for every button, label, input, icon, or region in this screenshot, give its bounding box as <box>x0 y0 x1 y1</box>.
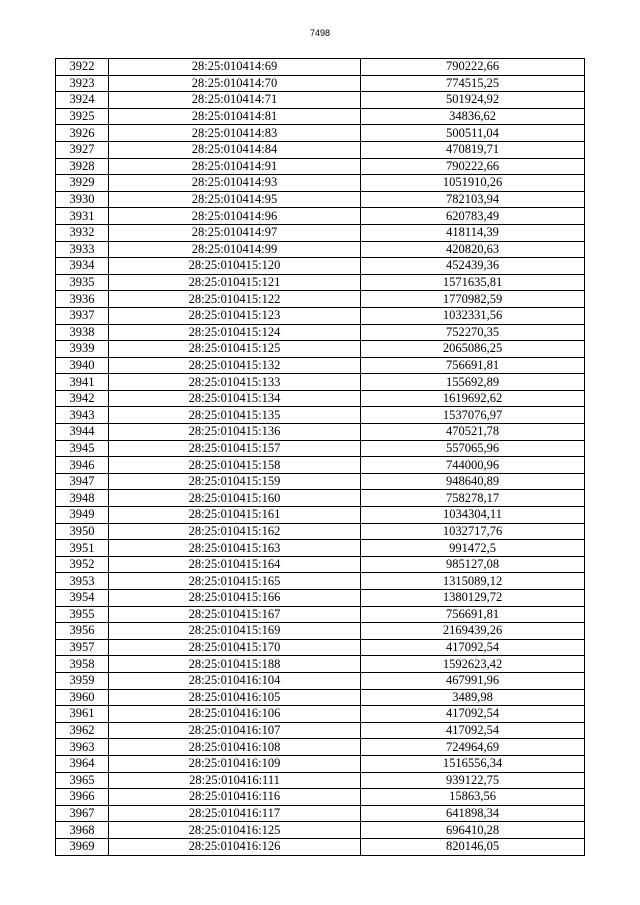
row-number-cell: 3935 <box>56 274 109 291</box>
cadastral-number-cell: 28:25:010415:123 <box>109 307 361 324</box>
cadastral-number-cell: 28:25:010414:70 <box>109 75 361 92</box>
cadastral-value-cell: 790222,66 <box>361 59 585 76</box>
cadastral-value-cell: 418114,39 <box>361 224 585 241</box>
cadastral-value-cell: 417092,54 <box>361 639 585 656</box>
table-row <box>56 374 585 391</box>
row-number-cell: 3930 <box>56 191 109 208</box>
cadastral-value-cell: 1032331,56 <box>361 307 585 324</box>
table-row <box>56 141 585 158</box>
cadastral-number-cell: 28:25:010415:157 <box>109 440 361 457</box>
table-row <box>56 722 585 739</box>
cadastral-number-cell: 28:25:010415:159 <box>109 473 361 490</box>
table-row <box>56 490 585 507</box>
row-number-cell: 3945 <box>56 440 109 457</box>
cadastral-value-cell: 752270,35 <box>361 324 585 341</box>
row-number-cell: 3934 <box>56 258 109 275</box>
row-number-cell: 3966 <box>56 789 109 806</box>
cadastral-number-cell: 28:25:010414:83 <box>109 125 361 142</box>
row-number-cell: 3940 <box>56 357 109 374</box>
row-number-cell: 3947 <box>56 473 109 490</box>
cadastral-number-cell: 28:25:010415:135 <box>109 407 361 424</box>
table-row <box>56 241 585 258</box>
table-body <box>56 59 585 856</box>
row-number-cell: 3936 <box>56 291 109 308</box>
row-number-cell: 3957 <box>56 639 109 656</box>
table-row <box>56 805 585 822</box>
cadastral-value-cell: 1034304,11 <box>361 507 585 524</box>
cadastral-number-cell: 28:25:010415:165 <box>109 573 361 590</box>
cadastral-value-cell: 724964,69 <box>361 739 585 756</box>
table-row <box>56 623 585 640</box>
row-number-cell: 3937 <box>56 307 109 324</box>
row-number-cell: 3962 <box>56 722 109 739</box>
row-number-cell: 3952 <box>56 556 109 573</box>
cadastral-value-cell: 467991,96 <box>361 672 585 689</box>
cadastral-number-cell: 28:25:010414:97 <box>109 224 361 241</box>
cadastral-value-cell: 1571635,81 <box>361 274 585 291</box>
row-number-cell: 3960 <box>56 689 109 706</box>
row-number-cell: 3949 <box>56 507 109 524</box>
cadastral-value-cell: 155692,89 <box>361 374 585 391</box>
cadastral-number-cell: 28:25:010416:126 <box>109 838 361 855</box>
cadastral-number-cell: 28:25:010415:122 <box>109 291 361 308</box>
row-number-cell: 3938 <box>56 324 109 341</box>
cadastral-value-cell: 417092,54 <box>361 722 585 739</box>
cadastral-value-cell: 501924,92 <box>361 92 585 109</box>
table-row <box>56 324 585 341</box>
row-number-cell: 3969 <box>56 838 109 855</box>
cadastral-number-cell: 28:25:010415:163 <box>109 540 361 557</box>
table-row <box>56 158 585 175</box>
row-number-cell: 3961 <box>56 706 109 723</box>
table-row <box>56 457 585 474</box>
table-row <box>56 838 585 855</box>
cadastral-value-cell: 820146,05 <box>361 838 585 855</box>
row-number-cell: 3965 <box>56 772 109 789</box>
row-number-cell: 3968 <box>56 822 109 839</box>
cadastral-number-cell: 28:25:010415:158 <box>109 457 361 474</box>
table-row <box>56 656 585 673</box>
cadastral-number-cell: 28:25:010415:167 <box>109 606 361 623</box>
row-number-cell: 3931 <box>56 208 109 225</box>
table-row <box>56 307 585 324</box>
cadastral-value-cell: 696410,28 <box>361 822 585 839</box>
cadastral-value-cell: 452439,36 <box>361 258 585 275</box>
cadastral-number-cell: 28:25:010415:164 <box>109 556 361 573</box>
cadastral-value-table <box>55 58 585 856</box>
table-row <box>56 556 585 573</box>
cadastral-number-cell: 28:25:010415:125 <box>109 341 361 358</box>
table-row <box>56 341 585 358</box>
table-row <box>56 639 585 656</box>
table-row <box>56 92 585 109</box>
cadastral-number-cell: 28:25:010414:69 <box>109 59 361 76</box>
cadastral-number-cell: 28:25:010416:109 <box>109 755 361 772</box>
table-row <box>56 291 585 308</box>
row-number-cell: 3967 <box>56 805 109 822</box>
row-number-cell: 3953 <box>56 573 109 590</box>
table-row <box>56 689 585 706</box>
cadastral-number-cell: 28:25:010414:95 <box>109 191 361 208</box>
cadastral-value-cell: 1051910,26 <box>361 175 585 192</box>
cadastral-number-cell: 28:25:010414:84 <box>109 141 361 158</box>
page-number: 7498 <box>309 28 331 38</box>
cadastral-value-cell: 756691,81 <box>361 357 585 374</box>
row-number-cell: 3963 <box>56 739 109 756</box>
cadastral-number-cell: 28:25:010416:104 <box>109 672 361 689</box>
table-row <box>56 407 585 424</box>
cadastral-number-cell: 28:25:010416:105 <box>109 689 361 706</box>
row-number-cell: 3932 <box>56 224 109 241</box>
cadastral-value-cell: 1619692,62 <box>361 390 585 407</box>
cadastral-number-cell: 28:25:010415:166 <box>109 590 361 607</box>
cadastral-value-cell: 2065086,25 <box>361 341 585 358</box>
cadastral-number-cell: 28:25:010415:169 <box>109 623 361 640</box>
cadastral-number-cell: 28:25:010416:117 <box>109 805 361 822</box>
cadastral-value-cell: 15863,56 <box>361 789 585 806</box>
table-row <box>56 175 585 192</box>
table-row <box>56 125 585 142</box>
row-number-cell: 3954 <box>56 590 109 607</box>
cadastral-value-cell: 948640,89 <box>361 473 585 490</box>
cadastral-value-cell: 790222,66 <box>361 158 585 175</box>
cadastral-value-cell: 641898,34 <box>361 805 585 822</box>
row-number-cell: 3951 <box>56 540 109 557</box>
cadastral-value-cell: 2169439,26 <box>361 623 585 640</box>
cadastral-number-cell: 28:25:010415:160 <box>109 490 361 507</box>
cadastral-value-cell: 1380129,72 <box>361 590 585 607</box>
table-row <box>56 606 585 623</box>
cadastral-number-cell: 28:25:010415:136 <box>109 424 361 441</box>
row-number-cell: 3958 <box>56 656 109 673</box>
table-row <box>56 75 585 92</box>
table-row <box>56 108 585 125</box>
cadastral-number-cell: 28:25:010415:121 <box>109 274 361 291</box>
row-number-cell: 3942 <box>56 390 109 407</box>
row-number-cell: 3944 <box>56 424 109 441</box>
table-row <box>56 390 585 407</box>
row-number-cell: 3933 <box>56 241 109 258</box>
cadastral-number-cell: 28:25:010415:162 <box>109 523 361 540</box>
row-number-cell: 3928 <box>56 158 109 175</box>
table-row <box>56 274 585 291</box>
cadastral-number-cell: 28:25:010416:125 <box>109 822 361 839</box>
cadastral-number-cell: 28:25:010416:107 <box>109 722 361 739</box>
cadastral-value-cell: 470521,78 <box>361 424 585 441</box>
cadastral-number-cell: 28:25:010414:91 <box>109 158 361 175</box>
cadastral-number-cell: 28:25:010415:170 <box>109 639 361 656</box>
row-number-cell: 3925 <box>56 108 109 125</box>
cadastral-value-cell: 782103,94 <box>361 191 585 208</box>
table-row <box>56 208 585 225</box>
cadastral-value-cell: 34836,62 <box>361 108 585 125</box>
table-row <box>56 772 585 789</box>
table-row <box>56 573 585 590</box>
table-row <box>56 755 585 772</box>
row-number-cell: 3941 <box>56 374 109 391</box>
table-row <box>56 424 585 441</box>
row-number-cell: 3926 <box>56 125 109 142</box>
cadastral-value-cell: 991472,5 <box>361 540 585 557</box>
table-row <box>56 590 585 607</box>
cadastral-value-cell: 756691,81 <box>361 606 585 623</box>
cadastral-value-cell: 620783,49 <box>361 208 585 225</box>
cadastral-value-cell: 3489,98 <box>361 689 585 706</box>
table-row <box>56 789 585 806</box>
row-number-cell: 3924 <box>56 92 109 109</box>
table-row <box>56 739 585 756</box>
row-number-cell: 3964 <box>56 755 109 772</box>
row-number-cell: 3959 <box>56 672 109 689</box>
cadastral-value-cell: 1516556,34 <box>361 755 585 772</box>
cadastral-value-cell: 1537076,97 <box>361 407 585 424</box>
table-row <box>56 540 585 557</box>
table-row <box>56 672 585 689</box>
cadastral-number-cell: 28:25:010415:188 <box>109 656 361 673</box>
cadastral-number-cell: 28:25:010414:93 <box>109 175 361 192</box>
cadastral-value-cell: 557065,96 <box>361 440 585 457</box>
table-row <box>56 822 585 839</box>
table-row <box>56 706 585 723</box>
cadastral-value-cell: 500511,04 <box>361 125 585 142</box>
cadastral-number-cell: 28:25:010416:116 <box>109 789 361 806</box>
cadastral-value-cell: 744000,96 <box>361 457 585 474</box>
row-number-cell: 3950 <box>56 523 109 540</box>
row-number-cell: 3943 <box>56 407 109 424</box>
cadastral-value-cell: 417092,54 <box>361 706 585 723</box>
cadastral-value-cell: 774515,25 <box>361 75 585 92</box>
cadastral-value-cell: 939122,75 <box>361 772 585 789</box>
cadastral-value-cell: 1592623,42 <box>361 656 585 673</box>
row-number-cell: 3929 <box>56 175 109 192</box>
cadastral-value-cell: 1032717,76 <box>361 523 585 540</box>
cadastral-value-cell: 1315089,12 <box>361 573 585 590</box>
cadastral-number-cell: 28:25:010415:124 <box>109 324 361 341</box>
table-row <box>56 473 585 490</box>
row-number-cell: 3927 <box>56 141 109 158</box>
cadastral-value-cell: 470819,71 <box>361 141 585 158</box>
cadastral-number-cell: 28:25:010414:71 <box>109 92 361 109</box>
row-number-cell: 3923 <box>56 75 109 92</box>
cadastral-number-cell: 28:25:010415:133 <box>109 374 361 391</box>
table-row <box>56 440 585 457</box>
table-row <box>56 258 585 275</box>
cadastral-number-cell: 28:25:010415:132 <box>109 357 361 374</box>
row-number-cell: 3922 <box>56 59 109 76</box>
cadastral-number-cell: 28:25:010414:81 <box>109 108 361 125</box>
table-row <box>56 59 585 76</box>
table-row <box>56 523 585 540</box>
cadastral-number-cell: 28:25:010416:108 <box>109 739 361 756</box>
cadastral-number-cell: 28:25:010414:96 <box>109 208 361 225</box>
cadastral-number-cell: 28:25:010415:134 <box>109 390 361 407</box>
row-number-cell: 3946 <box>56 457 109 474</box>
row-number-cell: 3939 <box>56 341 109 358</box>
cadastral-number-cell: 28:25:010415:161 <box>109 507 361 524</box>
table-row <box>56 224 585 241</box>
cadastral-number-cell: 28:25:010414:99 <box>109 241 361 258</box>
cadastral-value-cell: 985127,08 <box>361 556 585 573</box>
row-number-cell: 3955 <box>56 606 109 623</box>
row-number-cell: 3956 <box>56 623 109 640</box>
cadastral-value-cell: 1770982,59 <box>361 291 585 308</box>
cadastral-value-cell: 758278,17 <box>361 490 585 507</box>
cadastral-number-cell: 28:25:010415:120 <box>109 258 361 275</box>
cadastral-number-cell: 28:25:010416:111 <box>109 772 361 789</box>
cadastral-number-cell: 28:25:010416:106 <box>109 706 361 723</box>
cadastral-value-cell: 420820,63 <box>361 241 585 258</box>
table-row <box>56 507 585 524</box>
table-row <box>56 357 585 374</box>
table-row <box>56 191 585 208</box>
row-number-cell: 3948 <box>56 490 109 507</box>
